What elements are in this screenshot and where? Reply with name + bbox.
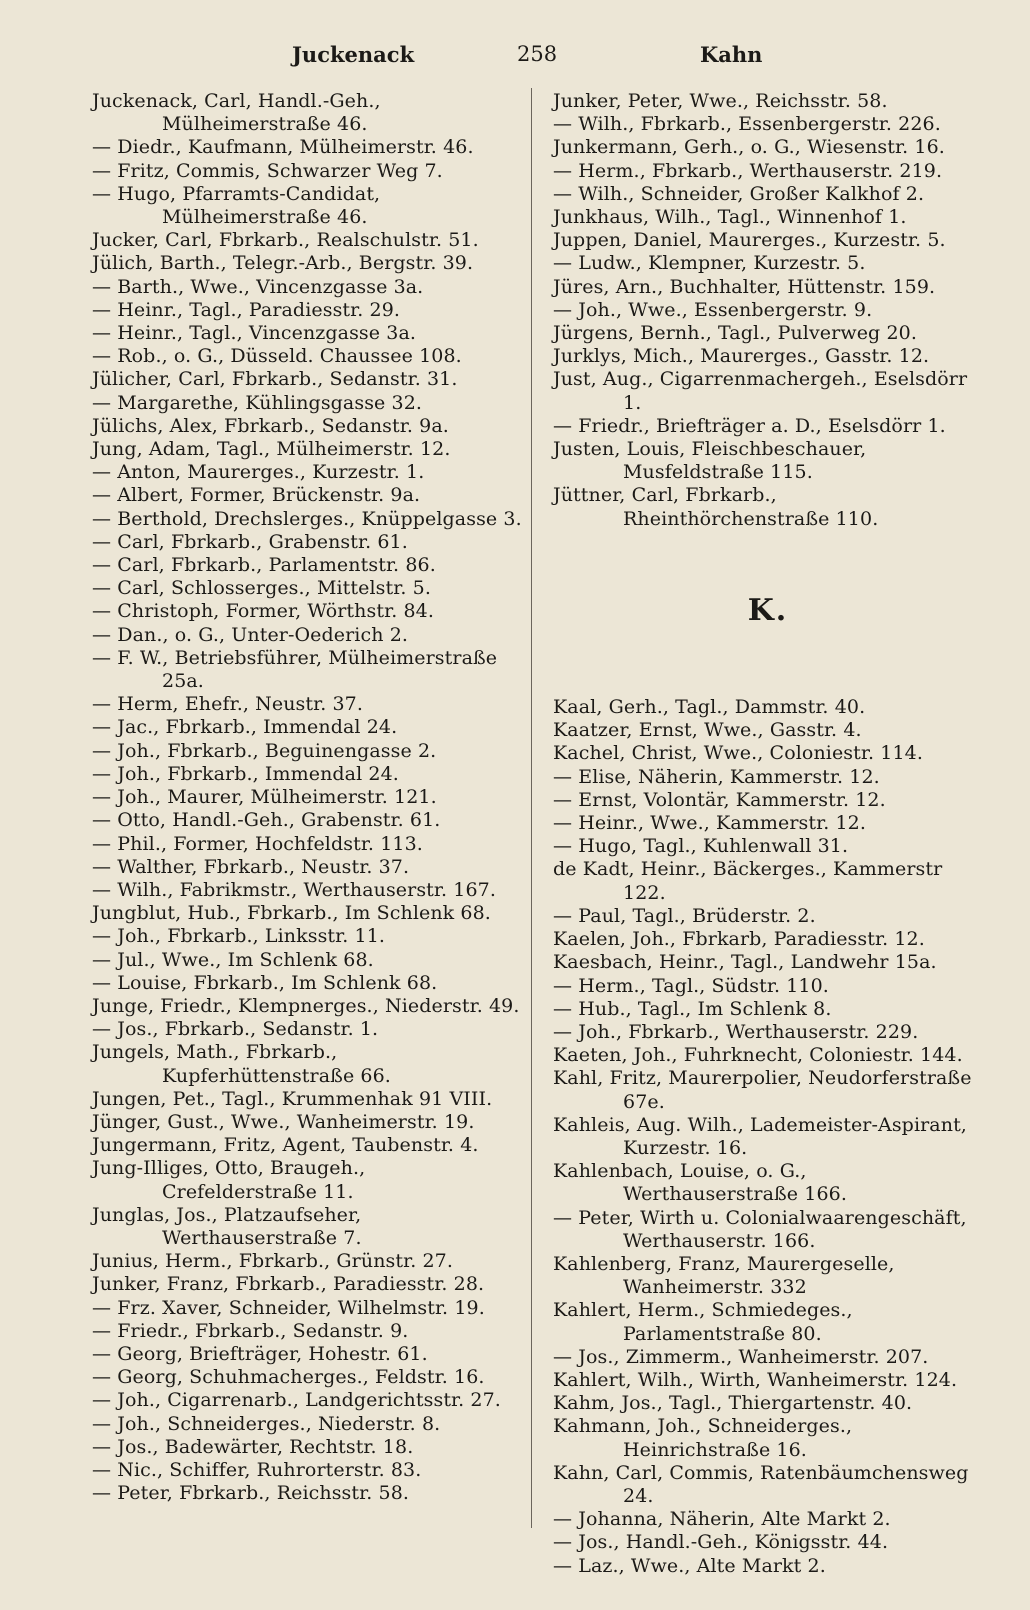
directory-entry: — Laz., Wwe., Alte Markt 2.: [553, 1554, 826, 1577]
directory-entry: — Friedr., Briefträger a. D., Eselsdörr 1.: [553, 414, 946, 437]
directory-entry: Jülich, Barth., Telegr.-Arb., Bergstr. 39.: [92, 252, 474, 275]
directory-entry: — Joh., Fbrkarb., Immendal 24.: [92, 762, 399, 785]
directory-entry: — Peter, Fbrkarb., Reichsstr. 58.: [92, 1482, 410, 1505]
directory-entry: — Margarethe, Kühlingsgasse 32.: [92, 391, 423, 414]
column-divider: [531, 88, 532, 1528]
directory-entry: Juppen, Daniel, Maurerges., Kurzestr. 5.: [553, 229, 946, 252]
directory-entry: — Joh., Fbrkarb., Beguinengasse 2.: [92, 739, 437, 762]
directory-entry: — Carl, Schlosserges., Mittelstr. 5.: [92, 577, 431, 600]
directory-entry: — Fritz, Commis, Schwarzer Weg 7.: [92, 159, 443, 182]
directory-entry: Jürgens, Bernh., Tagl., Pulverweg 20.: [553, 322, 917, 345]
directory-entry: — Carl, Fbrkarb., Parlamentstr. 86.: [92, 554, 436, 577]
directory-entry: — Wilh., Schneider, Großer Kalkhof 2.: [553, 182, 925, 205]
directory-entry: — Joh., Schneiderges., Niederstr. 8.: [92, 1412, 441, 1435]
directory-entry: Jurklys, Mich., Maurerges., Gasstr. 12.: [553, 345, 930, 368]
directory-entry: — Heinr., Wwe., Kammerstr. 12.: [553, 812, 866, 835]
directory-entry: — Jul., Wwe., Im Schlenk 68.: [92, 948, 374, 971]
directory-entry: Junkhaus, Wilh., Tagl., Winnenhof 1.: [553, 206, 907, 229]
directory-entry: — Jos., Handl.-Geh., Königsstr. 44.: [553, 1531, 889, 1554]
directory-entry: — Albert, Former, Brückenstr. 9a.: [92, 484, 421, 507]
directory-entry: — Joh., Cigarrenarb., Landgerichtsstr. 27.: [92, 1389, 501, 1412]
directory-entry: — Hugo, Pfarramts-Candidat, Mülheimerstraße 46.: [92, 182, 387, 229]
directory-entry: Kachel, Christ, Wwe., Coloniestr. 114.: [553, 742, 923, 765]
directory-entry: Jungels, Math., Fbrkarb., Kupferhüttenstraße 66.: [92, 1041, 391, 1087]
directory-entry: Jungermann, Fritz, Agent, Taubenstr. 4.: [92, 1134, 479, 1157]
directory-entry: — Joh., Wwe., Essenbergerstr. 9.: [553, 298, 873, 321]
page-number: 258: [517, 42, 558, 66]
directory-entry: — Rob., o. G., Düsseld. Chaussee 108.: [92, 345, 462, 368]
directory-entry: Jülichs, Alex, Fbrkarb., Sedanstr. 9a.: [92, 414, 449, 437]
directory-entry: — Walther, Fbrkarb., Neustr. 37.: [92, 855, 410, 878]
directory-entry: — Hub., Tagl., Im Schlenk 8.: [553, 997, 832, 1020]
directory-entry: Junge, Friedr., Klempnerges., Niederstr. 49.: [92, 994, 520, 1017]
directory-entry: — Jos., Fbrkarb., Sedanstr. 1.: [92, 1018, 379, 1041]
directory-entry: Kaeten, Joh., Fuhrknecht, Coloniestr. 144.: [553, 1044, 963, 1067]
header-right-keyword: Kahn: [700, 42, 763, 67]
left-column: [92, 90, 522, 1505]
directory-entry: Kahmann, Joh., Schneiderges., Heinrichstraße 16.: [553, 1415, 859, 1461]
directory-entry: — F. W., Betriebsführer, Mülheimerstraße 25a.: [92, 646, 504, 693]
directory-entry: — Heinr., Tagl., Vincenzgasse 3a.: [92, 322, 417, 345]
directory-entry: — Herm., Fbrkarb., Werthauserstr. 219.: [553, 159, 943, 182]
directory-entry: — Jac., Fbrkarb., Immendal 24.: [92, 716, 398, 739]
directory-entry: Jünger, Gust., Wwe., Wanheimerstr. 19.: [92, 1110, 475, 1133]
directory-entry: Jüres, Arn., Buchhalter, Hüttenstr. 159.: [553, 275, 936, 298]
directory-entry: — Anton, Maurerges., Kurzestr. 1.: [92, 461, 425, 484]
directory-entry: — Friedr., Fbrkarb., Sedanstr. 9.: [92, 1319, 409, 1342]
directory-entry: — Otto, Handl.-Geh., Grabenstr. 61.: [92, 809, 441, 832]
directory-entry: — Joh., Fbrkarb., Werthauserstr. 229.: [553, 1020, 919, 1043]
section-letter: K.: [747, 592, 789, 628]
directory-entry: Kaatzer, Ernst, Wwe., Gasstr. 4.: [553, 719, 862, 742]
directory-entry: Kaal, Gerh., Tagl., Dammstr. 40.: [553, 696, 866, 719]
directory-entry: — Herm., Tagl., Südstr. 110.: [553, 974, 829, 997]
directory-entry: — Frz. Xaver, Schneider, Wilhelmstr. 19.: [92, 1296, 485, 1319]
directory-entry: — Dan., o. G., Unter-Oederich 2.: [92, 623, 409, 646]
directory-entry: Kahm, Jos., Tagl., Thiergartenstr. 40.: [553, 1392, 913, 1415]
directory-entry: — Phil., Former, Hochfeldstr. 113.: [92, 832, 423, 855]
directory-entry: Junkermann, Gerh., o. G., Wiesenstr. 16.: [553, 136, 945, 159]
directory-entry: — Wilh., Fabrikmstr., Werthauserstr. 167.: [92, 878, 496, 901]
directory-entry: — Elise, Näherin, Kammerstr. 12.: [553, 765, 880, 788]
directory-entry: Jungblut, Hub., Fbrkarb., Im Schlenk 68.: [92, 902, 491, 925]
directory-entry: — Wilh., Fbrkarb., Essenbergerstr. 226.: [553, 113, 941, 136]
directory-entry: Juckenack, Carl, Handl.-Geh., Mülheimerstraße 46.: [92, 90, 387, 136]
directory-entry: Kahlert, Herm., Schmiedeges., Parlamentstraße 80.: [553, 1299, 859, 1345]
directory-entry: Kaesbach, Heinr., Tagl., Landwehr 15a.: [553, 951, 937, 974]
directory-entry: Kahn, Carl, Commis, Ratenbäumchensweg 24.: [553, 1461, 975, 1507]
page-header: [92, 42, 976, 76]
directory-entry: — Jos., Badewärter, Rechtstr. 18.: [92, 1435, 414, 1458]
directory-entry: Junker, Peter, Wwe., Reichsstr. 58.: [553, 90, 888, 112]
directory-entry: — Jos., Zimmerm., Wanheimerstr. 207.: [553, 1345, 929, 1368]
directory-entry: Jung, Adam, Tagl., Mülheimerstr. 12.: [92, 438, 451, 461]
directory-entry: Jucker, Carl, Fbrkarb., Realschulstr. 51.: [92, 229, 479, 252]
directory-entry: — Berthold, Drechslerges., Knüppelgasse 3.: [92, 507, 522, 530]
directory-entry: Junglas, Jos., Platzaufseher, Werthauserstraße 7.: [92, 1203, 368, 1249]
directory-entry: Jüttner, Carl, Fbrkarb., Rheinthörchenstraße 110.: [553, 484, 879, 530]
right-column-j-entries: [553, 90, 983, 531]
directory-entry: — Louise, Fbrkarb., Im Schlenk 68.: [92, 971, 438, 994]
directory-entry: — Barth., Wwe., Vincenzgasse 3a.: [92, 275, 424, 298]
directory-entry: — Heinr., Tagl., Paradiesstr. 29.: [92, 298, 401, 321]
directory-entry: — Georg, Briefträger, Hohestr. 61.: [92, 1342, 428, 1365]
directory-entry: de Kadt, Heinr., Bäckerges., Kammerstr 122.: [553, 858, 949, 904]
directory-entry: — Hugo, Tagl., Kuhlenwall 31.: [553, 835, 849, 858]
directory-entry: Kahleis, Aug. Wilh., Lademeister-Aspirant, Kurzestr. 16.: [553, 1113, 974, 1159]
directory-entry: — Ernst, Volontär, Kammerstr. 12.: [553, 788, 886, 811]
directory-entry: Just, Aug., Cigarrenmachergeh., Eselsdörr 1.: [553, 368, 974, 414]
directory-entry: — Herm, Ehefr., Neustr. 37.: [92, 693, 364, 716]
header-left-keyword: Juckenack: [292, 42, 415, 67]
directory-entry: — Diedr., Kaufmann, Mülheimerstr. 46.: [92, 136, 474, 159]
directory-entry: Kaelen, Joh., Fbrkarb, Paradiesstr. 12.: [553, 928, 925, 951]
directory-entry: — Nic., Schiffer, Ruhrorterstr. 83.: [92, 1458, 422, 1481]
directory-entry: — Carl, Fbrkarb., Grabenstr. 61.: [92, 530, 408, 553]
directory-entry: Justen, Louis, Fleischbeschauer, Musfeldstraße 115.: [553, 438, 873, 484]
right-column-k-entries: [553, 696, 983, 1578]
directory-entry: — Ludw., Klempner, Kurzestr. 5.: [553, 252, 866, 275]
directory-entry: — Georg, Schuhmacherges., Feldstr. 16.: [92, 1366, 485, 1389]
directory-entry: Kahlenberg, Franz, Maurergeselle, Wanheimerstr. 332: [553, 1252, 901, 1299]
directory-entry: Kahl, Fritz, Maurerpolier, Neudorferstraße 67e.: [553, 1067, 978, 1113]
directory-entry: — Peter, Wirth u. Colonialwaarengeschäft, Werthauserstr. 166.: [553, 1206, 973, 1252]
directory-entry: — Joh., Maurer, Mülheimerstr. 121.: [92, 786, 437, 809]
directory-entry: Jülicher, Carl, Fbrkarb., Sedanstr. 31.: [92, 368, 458, 391]
directory-entry: — Johanna, Näherin, Alte Markt 2.: [553, 1508, 891, 1531]
directory-entry: Kahlert, Wilh., Wirth, Wanheimerstr. 124.: [553, 1368, 958, 1391]
directory-entry: Junker, Franz, Fbrkarb., Paradiesstr. 28.: [92, 1273, 485, 1296]
directory-entry: Jungen, Pet., Tagl., Krummenhak 91 VIII.: [92, 1087, 493, 1110]
right-column: [553, 90, 983, 1578]
directory-entry: Junius, Herm., Fbrkarb., Grünstr. 27.: [92, 1250, 454, 1273]
directory-entry: — Christoph, Former, Wörthstr. 84.: [92, 600, 434, 623]
directory-entry: Kahlenbach, Louise, o. G., Werthauserstraße 166.: [553, 1160, 847, 1206]
directory-entry: — Joh., Fbrkarb., Linksstr. 11.: [92, 925, 386, 948]
directory-entry: Jung-Illiges, Otto, Braugeh., Crefelderstraße 11.: [92, 1157, 372, 1203]
directory-entry: — Paul, Tagl., Brüderstr. 2.: [553, 904, 816, 927]
